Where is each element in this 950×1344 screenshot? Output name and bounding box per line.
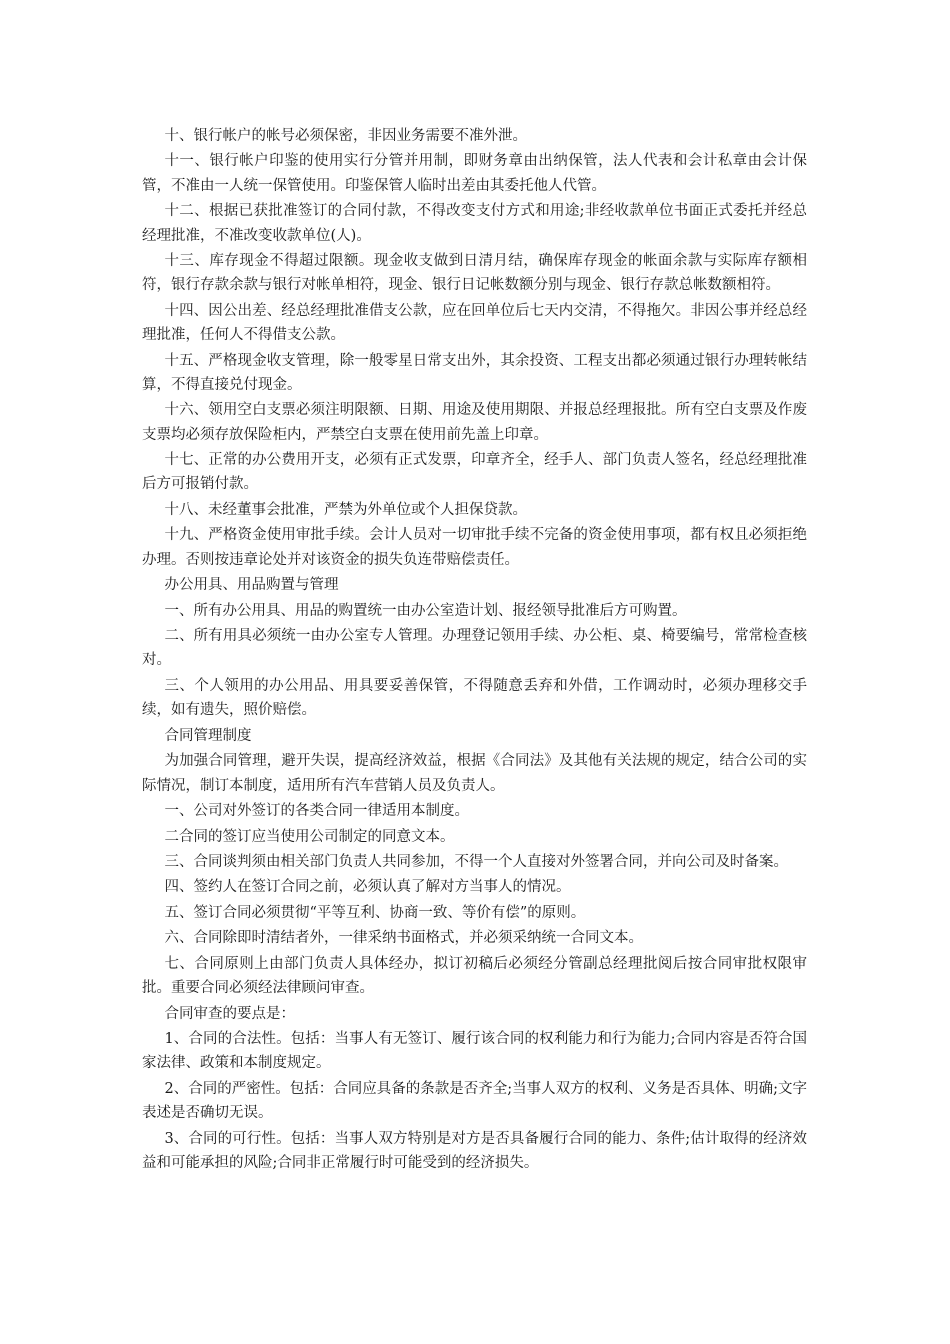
paragraph-blank-cheque: 十六、领用空白支票必须注明限额、日期、用途及使用期限、并报总经理报批。所有空白支票及作废支票均必须存放保险柜内，严禁空白支票在使用前先盖上印章。	[142, 402, 807, 443]
paragraph-cash-limit: 十三、库存现金不得超过限额。现金收支做到日清月结，确保库存现金的帐面余款与实际库存额相符，银行存款余款与银行对帐单相符，现金、银行日记帐数额分别与现金、银行存款总帐数额相符。	[142, 253, 807, 294]
paragraph-review-rigor: 2、合同的严密性。包括：合同应具备的条款是否齐全;当事人双方的权利、义务是否具体、明确;文字表述是否确切无误。	[142, 1080, 807, 1122]
paragraph-guarantee-ban: 十八、未经董事会批准，严禁为外单位或个人担保贷款。	[164, 501, 527, 518]
paragraph-contract-rule-7: 七、合同原则上由部门负责人具体经办，拟订初稿后必须经分管副总经理批阅后按合同审批权限审批。重要合同必须经法律顾问审查。	[142, 955, 807, 997]
paragraph-fund-approval: 十九、严格资金使用审批手续。会计人员对一切审批手续不完备的资金使用事项，都有权且必须拒绝办理。否则按违章论处并对该资金的损失负连带赔偿责任。	[142, 527, 807, 568]
paragraph-contract-rule-5: 五、签订合同必须贯彻“平等互利、协商一致、等价有偿”的原则。	[164, 904, 586, 921]
paragraph-review-points-heading: 合同审查的要点是：	[164, 1005, 295, 1022]
paragraph-supplies-custody: 三、个人领用的办公用品、用具要妥善保管，不得随意丢弃和外借，工作调动时，必须办理移交手续，如有遗失，照价赔偿。	[142, 677, 807, 719]
paragraph-travel-advance: 十四、因公出差、经总经理批准借支公款，应在回单位后七天内交清，不得拖欠。非因公事并经总经理批准，任何人不得借支公款。	[142, 302, 807, 344]
paragraph-supplies-management: 二、所有用具必须统一由办公室专人管理。办理登记领用手续、办公柜、桌、椅要编号，常常检查核对。	[142, 628, 807, 669]
paragraph-contract-rule-1: 一、公司对外签订的各类合同一律适用本制度。	[164, 803, 469, 820]
paragraph-seal-management: 十一、银行帐户印鉴的使用实行分管并用制，即财务章由出纳保管，法人代表和会计私章由会计保管，不准由一人统一保管使用。印鉴保管人临时出差由其委托他人代管。	[142, 153, 807, 194]
paragraph-contract-payment: 十二、根据已获批准签订的合同付款，不得改变支付方式和用途;非经收款单位书面正式委托并经总经理批准，不准改变收款单位(人)。	[142, 203, 807, 244]
paragraph-contract-rule-2: 二合同的签订应当使用公司制定的同意文本。	[164, 828, 455, 845]
paragraph-cash-management: 十五、严格现金收支管理，除一般零星日常支出外，其余投资、工程支出都必须通过银行办理转帐结算，不得直接兑付现金。	[142, 352, 807, 393]
paragraph-bank-account-secrecy: 十、银行帐户的帐号必须保密，非因业务需要不准外泄。	[164, 128, 527, 144]
paragraph-review-feasibility: 3、合同的可行性。包括：当事人双方特别是对方是否具备履行合同的能力、条件;估计取得的经济效益和可能承担的风险;合同非正常履行时可能受到的经济损失。	[142, 1130, 807, 1172]
paragraph-contract-rule-4: 四、签约人在签订合同之前，必须认真了解对方当事人的情况。	[164, 879, 571, 896]
document-body	[142, 124, 807, 1175]
section-heading-contract-management: 合同管理制度	[164, 727, 252, 744]
paragraph-office-expenses: 十七、正常的办公费用开支，必须有正式发票，印章齐全，经手人、部门负责人签名，经总经理批准后方可报销付款。	[142, 452, 807, 493]
paragraph-supplies-purchase: 一、所有办公用具、用品的购置统一由办公室造计划、报经领导批准后方可购置。	[164, 602, 687, 619]
paragraph-contract-intro: 为加强合同管理，避开失误，提高经济效益，根据《合同法》及其他有关法规的规定，结合公司的实际情况，制订本制度，适用所有汽车营销人员及负责人。	[142, 753, 807, 794]
paragraph-review-legality: 1、合同的合法性。包括：当事人有无签订、履行该合同的权利能力和行为能力;合同内容是否符合国家法律、政策和本制度规定。	[142, 1031, 807, 1072]
paragraph-contract-rule-6: 六、合同除即时清结者外，一律采纳书面格式，并必须采纳统一合同文本。	[164, 930, 643, 947]
section-heading-office-supplies: 办公用具、用品购置与管理	[164, 577, 339, 594]
paragraph-contract-rule-3: 三、合同谈判须由相关部门负责人共同参加，不得一个人直接对外签署合同，并向公司及时备案。	[164, 853, 788, 870]
